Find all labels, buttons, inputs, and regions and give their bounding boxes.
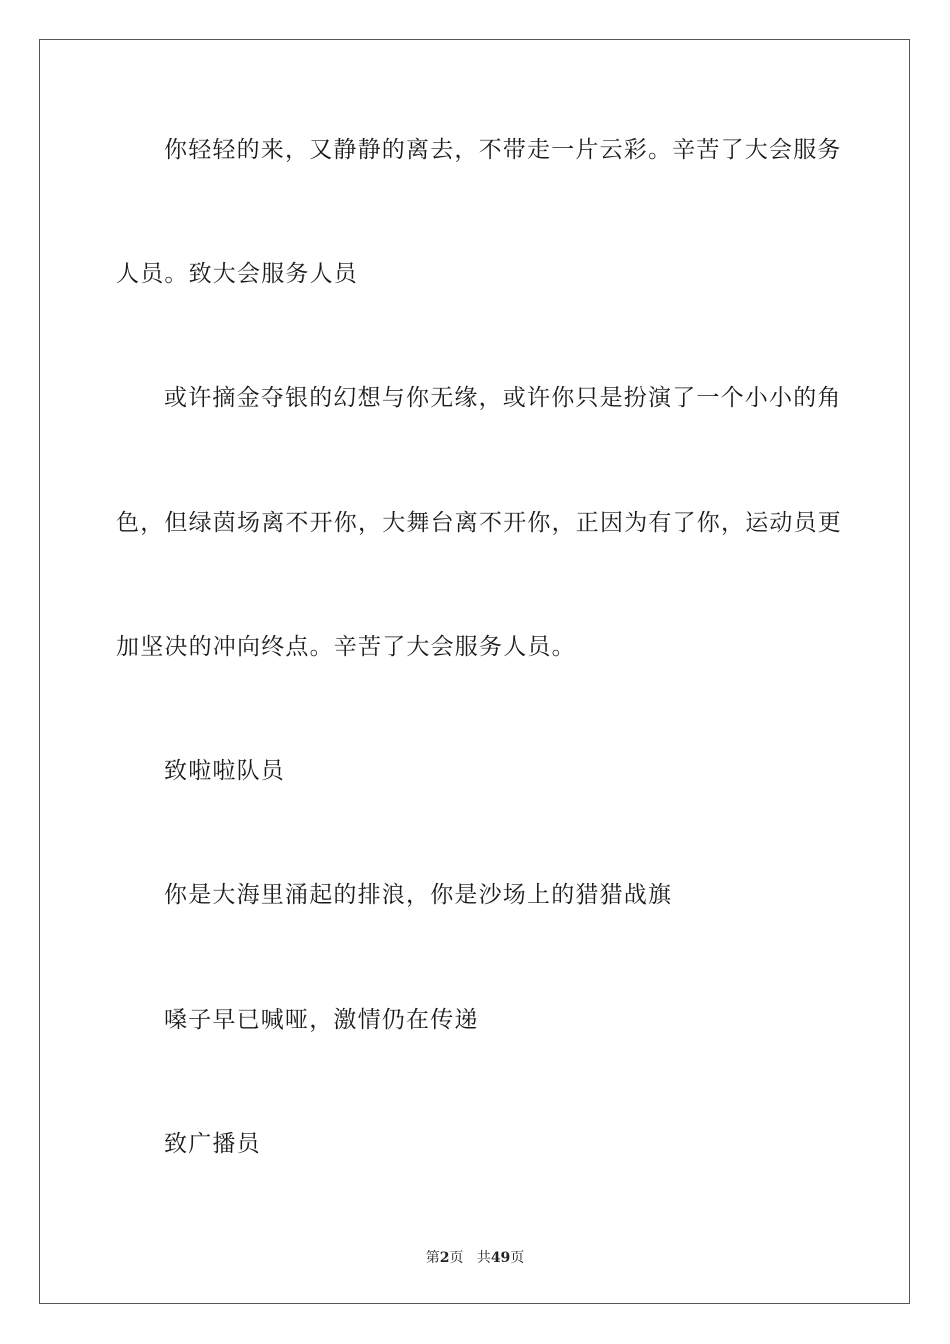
paragraph-line: 或许摘金夺银的幻想与你无缘，或许你只是扮演了一个小小的角	[164, 385, 842, 411]
paragraph-line: 人员。致大会服务人员	[116, 261, 358, 287]
section-heading: 致广播员	[164, 1131, 261, 1157]
footer-total-prefix: 共	[476, 1250, 491, 1266]
paragraph-line: 你轻轻的来，又静静的离去，不带走一片云彩。辛苦了大会服务	[164, 137, 842, 163]
footer-page-number: 2	[439, 1250, 450, 1266]
paragraph-line: 你是大海里涌起的排浪，你是沙场上的猎猎战旗	[164, 882, 673, 908]
page-footer	[0, 1247, 950, 1267]
footer-page-suffix: 页	[449, 1250, 464, 1266]
footer-total-pages: 49	[490, 1250, 511, 1266]
page-frame	[39, 39, 910, 1304]
paragraph-line: 加坚决的冲向终点。辛苦了大会服务人员。	[116, 634, 576, 660]
footer-total-suffix: 页	[510, 1250, 525, 1266]
section-heading: 致啦啦队员	[164, 758, 285, 784]
paragraph-line: 色，但绿茵场离不开你，大舞台离不开你，正因为有了你，运动员更	[116, 510, 842, 536]
paragraph-line: 嗓子早已喊哑，激情仍在传递	[164, 1007, 479, 1033]
footer-page-prefix: 第	[425, 1250, 440, 1266]
